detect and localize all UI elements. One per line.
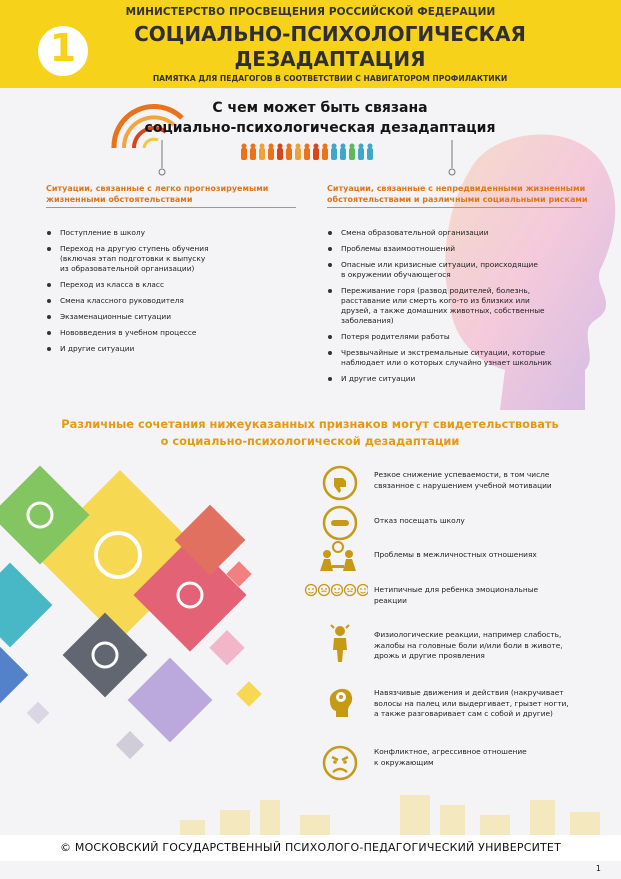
question-line1: С чем может быть связана — [212, 100, 428, 116]
emotion-faces-icon — [304, 582, 368, 601]
list-item: Проблемы взаимоотношений — [327, 244, 587, 254]
list-item: Поступление в школу — [46, 228, 306, 238]
left-column-title-line2: жизненными обстоятельствами — [46, 195, 193, 204]
list-item: Переход на другую ступень обучения (включая этап подготовки к выпуску из образовательной организации) — [46, 244, 306, 274]
page-subtitle: ПАМЯТКА ДЛЯ ПЕДАГОГОВ В СООТВЕТСТВИИ С НАВИГАТОРОМ ПРОФИЛАКТИКИ — [152, 74, 508, 83]
list-item: Переход из класса в класс — [46, 280, 306, 290]
list-item: Опасные или кризисные ситуации, происходящие в окружении обучающегося — [327, 260, 587, 280]
footer-band — [0, 835, 621, 861]
signs-title-line1: Различные сочетания нижеуказанных признаков могут свидетельствовать — [61, 417, 559, 431]
sign-text: Навязчивые движения и действия (накручивает волосы на палец или выдергивает, грызет ногти, а также разговаривает сам с собой и другие) — [374, 688, 569, 718]
left-situations-list — [46, 228, 306, 360]
header-band — [0, 0, 621, 88]
signs-section-title — [50, 416, 570, 450]
right-situations-list — [327, 228, 587, 390]
left-column-divider — [46, 207, 296, 208]
list-item: Смена классного руководителя — [46, 296, 306, 306]
question-line2: социально-психологическая дезадаптация — [144, 120, 496, 136]
list-item: Смена образовательной организации — [327, 228, 587, 238]
signs-title-line2: о социально-психологической дезадаптации — [160, 434, 460, 448]
city-skyline-decoration — [150, 790, 621, 840]
right-column-title-line1: Ситуации, связанные с непредвиденными жизненными — [327, 184, 586, 193]
list-item: Экзаменационные ситуации — [46, 312, 306, 322]
head-gear-icon — [322, 681, 358, 725]
headache-person-icon — [322, 623, 358, 667]
list-item: Переживание горя (развод родителей, болезнь, расставание или смерть кого-то из близких или друзей, а также домашних животных, собственные заболевания) — [327, 286, 587, 326]
list-item: Нововведения в учебном процессе — [46, 328, 306, 338]
list-item: Потеря родителями работы — [327, 332, 587, 342]
sign-text: Резкое снижение успеваемости, в том числе связанное с нарушением учебной мотивации — [374, 470, 552, 490]
sign-text: Отказ посещать школу — [374, 516, 465, 525]
list-item: И другие ситуации — [327, 374, 587, 384]
list-item: Чрезвычайные и экстремальные ситуации, которые наблюдает или о которых случайно узнает школьник — [327, 348, 587, 368]
sign-text: Проблемы в межличностных отношениях — [374, 550, 537, 559]
logo-number: 1 — [49, 26, 77, 70]
number-one-logo — [38, 26, 88, 76]
angry-face-icon — [322, 745, 358, 785]
mosaic-decoration — [0, 455, 300, 815]
sign-text: Физиологические реакции, например слабость, жалобы на головные боли и/или боли в животе, дрожь и другие проявления — [374, 630, 563, 660]
page-number: 1 — [595, 864, 601, 873]
left-column-title-line1: Ситуации, связанные с легко прогнозируемыми — [46, 184, 269, 193]
thumbs-down-icon — [322, 465, 358, 505]
footer-copyright: © МОСКОВСКИЙ ГОСУДАРСТВЕННЫЙ ПСИХОЛОГО-ПЕДАГОГИЧЕСКИЙ УНИВЕРСИТЕТ — [59, 841, 561, 854]
right-column-title-line2: обстоятельствами и различными социальными рисками — [327, 195, 588, 204]
sign-text: Нетипичные для ребенка эмоциональные реакции — [374, 585, 539, 605]
connector-lines — [150, 140, 470, 180]
sign-text: Конфликтное, агрессивное отношение к окружающим — [374, 747, 527, 767]
page-title-line1: СОЦИАЛЬНО-ПСИХОЛОГИЧЕСКАЯ — [134, 22, 526, 46]
minus-circle-icon — [322, 505, 358, 545]
list-item: И другие ситуации — [46, 344, 306, 354]
conflict-people-icon — [316, 541, 360, 581]
page-title-line2: ДЕЗАДАПТАЦИЯ — [234, 47, 426, 71]
ministry-name: МИНИСТЕРСТВО ПРОСВЕЩЕНИЯ РОССИЙСКОЙ ФЕДЕРАЦИИ — [125, 6, 496, 18]
right-column-divider — [327, 207, 582, 208]
